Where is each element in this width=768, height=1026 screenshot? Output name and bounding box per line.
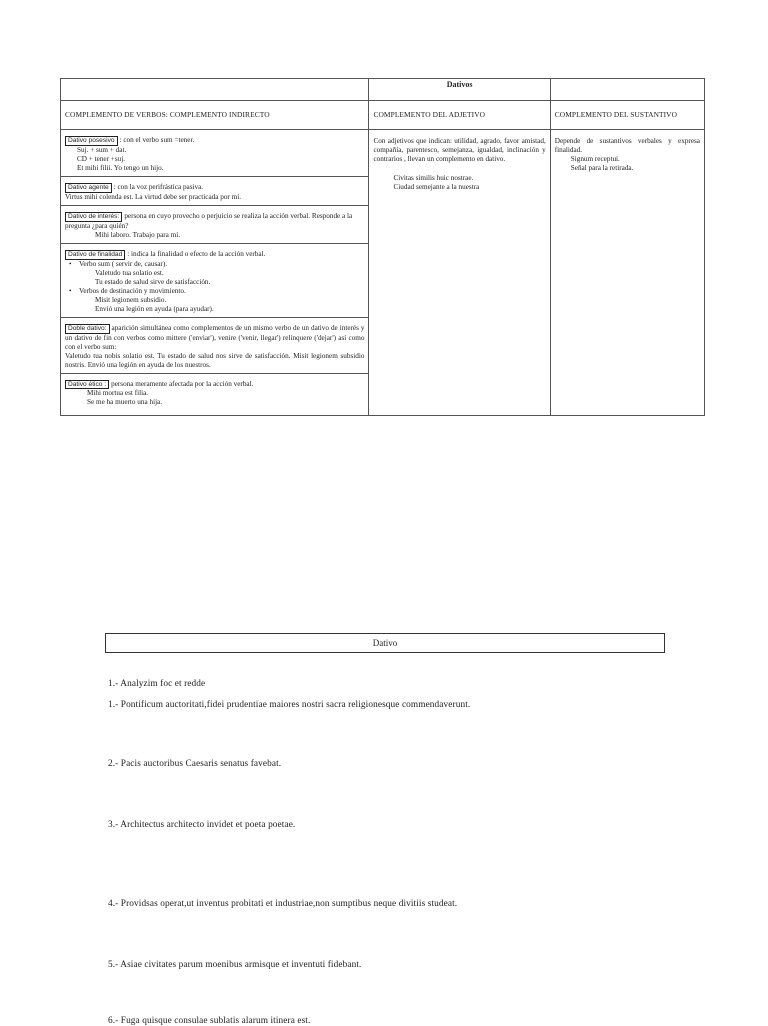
dativo-interes-section: Dativo de interés: persona en cuyo provecho o perjuicio se realiza la acción verbal. Responde a la pregunta ¿para quién? Mihi laboro. Trabajo para mí. xyxy=(61,206,368,244)
exercise-item: 3.- Architectus architecto invidet et poeta poetae. xyxy=(108,820,296,830)
adjetivo-text: Con adjetivos que indican: utilidad, agrado, favor amistad, compañía, parentesco, semejanza, igualdad, inclinación y contrarios , llevan un complemento en dativo. xyxy=(373,137,546,163)
sustantivo-cell: Depende de sustantivos verbales y expresa finalidad. Signum receptui. Señal para la retirada. xyxy=(550,130,704,416)
dativo-finalidad-tag: Dativo de finalidad xyxy=(65,250,125,260)
doble-dativo-section: Doble dativo: aparición simultánea como complementos de un mismo verbo de un dativo de interés y un dativo de fin con verbos como mittere ('enviar'), venire ('venir, llegar') relinquere ('dejar') así como con el verbo sum: Valetudo tua nobis solatio est. Tu estado de salud nos sirve de satisfacción. Misit legionem subsidio nostris. Envió una legión en ayuda de los nuestros. xyxy=(61,318,368,374)
adjetivo-cell: Con adjetivos que indican: utilidad, agrado, favor amistad, compañía, parentesco, semejanza, igualdad, inclinación y contrarios , llevan un complemento en dativo. Civitas similis huic nostrae. Ciudad semejante a la nuestra xyxy=(369,130,550,416)
dativo-posesivo-tag: Dativo posesivo xyxy=(65,136,118,146)
dativo-agente-section: Dativo agente : con la voz perifrástica pasiva. Virtus mihi colenda est. La virtud debe ser practicada por mí. xyxy=(61,177,368,206)
dativo-finalidad-section: Dativo de finalidad : indica la finalidad o efecto de la acción verbal. • Verbo sum ( servir de, causar). Valetudo tua solatio est. Tu estado de salud sirve de satisfacción. • Verbos de destinación y movimiento. Misit legionem subsidio. Envió una legión en ayuda (para ayudar). xyxy=(61,244,368,318)
header-sustantivo: COMPLEMENTO DEL SUSTANTIVO xyxy=(550,101,704,130)
sustantivo-text: Depende de sustantivos verbales y expresa finalidad. xyxy=(554,137,700,154)
dativo-interes-tag: Dativo de interés: xyxy=(65,212,122,222)
dativo-posesivo-section: Dativo posesivo : con el verbo sum =tener. Suj. + sum + dat. CD + tener +suj. Et mihi filii. Yo tengo un hijo. xyxy=(61,130,368,177)
bullet-icon: • xyxy=(69,286,72,295)
bullet-icon: • xyxy=(69,259,72,268)
dativo-agente-tag: Dativo agente xyxy=(65,183,112,193)
table-title-cell xyxy=(61,79,369,101)
table-title: Dativos xyxy=(446,80,473,89)
header-adjetivo: COMPLEMENTO DEL ADJETIVO xyxy=(369,101,550,130)
exercise-title: Dativo xyxy=(105,633,665,653)
dativos-table xyxy=(60,78,705,416)
verbos-cell xyxy=(61,130,369,416)
exercise-item: 4.- Providsas operat,ut inventus probitati et industriae,non sumptibus neque divitiis studeat. xyxy=(108,899,458,909)
dativo-etico-tag: Dativo ético : xyxy=(65,380,109,390)
exercise-item: 6.- Fuga quisque consulae sublatis alarum itinera est. xyxy=(108,1016,311,1026)
exercise-instruction: 1.- Analyzim foc et redde xyxy=(108,679,206,689)
header-verbos: COMPLEMENTO DE VERBOS: COMPLEMENTO INDIRECTO xyxy=(61,101,369,130)
doble-dativo-tag: Doble dativo: xyxy=(65,324,110,334)
exercise-item: 1.- Pontificum auctoritati,fidei prudentiae maiores nostri sacra religionesque commendaverunt. xyxy=(108,700,471,710)
exercise-item: 2.- Pacis auctoribus Caesaris senatus favebat. xyxy=(108,759,282,769)
exercise-item: 5.- Asiae civitates parum moenibus armisque et inventuti fidebant. xyxy=(108,960,362,970)
dativo-etico-section: Dativo ético : persona meramente afectada por la acción verbal. Mihi mortua est filia. Se me ha muerto una hija. xyxy=(61,374,368,416)
